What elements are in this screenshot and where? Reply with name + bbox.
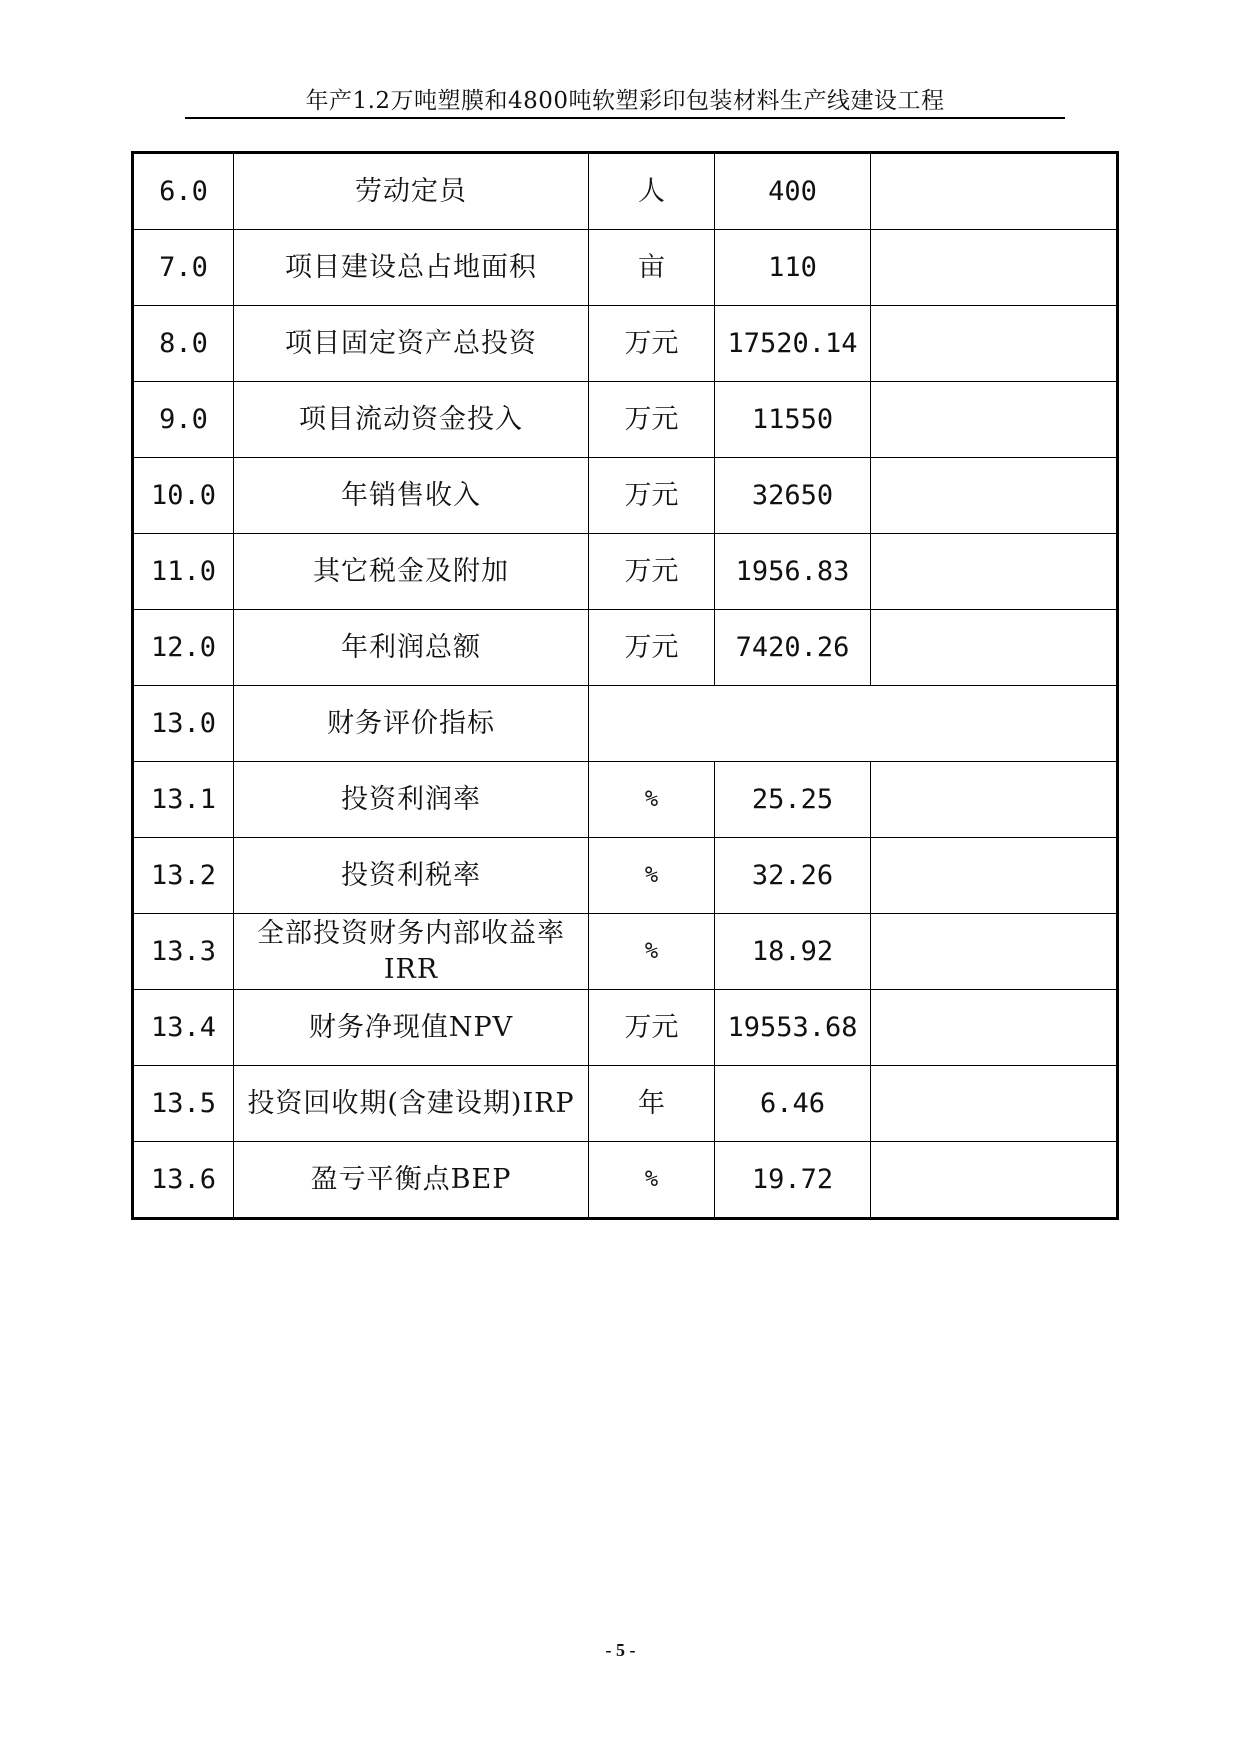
row-index: 13.5 [133, 1066, 234, 1142]
row-note [871, 990, 1118, 1066]
row-value: 110 [715, 230, 871, 306]
row-unit: 万元 [589, 990, 715, 1066]
row-merged-cell [589, 686, 1118, 762]
table-row [133, 1142, 1118, 1219]
page-number: - 5 - [605, 1640, 636, 1660]
row-index: 13.2 [133, 838, 234, 914]
row-note [871, 914, 1118, 990]
row-note [871, 306, 1118, 382]
row-unit: % [589, 914, 715, 990]
row-index: 9.0 [133, 382, 234, 458]
row-note [871, 458, 1118, 534]
row-note [871, 230, 1118, 306]
row-item: 投资利润率 [234, 762, 589, 838]
row-index: 10.0 [133, 458, 234, 534]
row-value: 6.46 [715, 1066, 871, 1142]
row-note [871, 382, 1118, 458]
row-index: 13.6 [133, 1142, 234, 1219]
row-value: 400 [715, 153, 871, 230]
row-note [871, 534, 1118, 610]
row-value: 19553.68 [715, 990, 871, 1066]
row-note [871, 153, 1118, 230]
row-note [871, 838, 1118, 914]
table-row [133, 153, 1118, 230]
row-item: 财务净现值NPV [234, 990, 589, 1066]
table-row [133, 610, 1118, 686]
row-note [871, 1142, 1118, 1219]
table-row [133, 762, 1118, 838]
row-unit: 亩 [589, 230, 715, 306]
row-value: 32.26 [715, 838, 871, 914]
row-index: 13.0 [133, 686, 234, 762]
row-index: 7.0 [133, 230, 234, 306]
row-unit: 年 [589, 1066, 715, 1142]
row-item: 劳动定员 [234, 153, 589, 230]
row-index: 13.3 [133, 914, 234, 990]
row-value: 17520.14 [715, 306, 871, 382]
row-value: 25.25 [715, 762, 871, 838]
running-header: 年产1.2万吨塑膜和4800吨软塑彩印包装材料生产线建设工程 [305, 88, 945, 114]
row-unit: % [589, 838, 715, 914]
row-item: 年销售收入 [234, 458, 589, 534]
row-index: 13.4 [133, 990, 234, 1066]
table-row [133, 306, 1118, 382]
row-unit: 万元 [589, 610, 715, 686]
table-row [133, 458, 1118, 534]
table-row [133, 914, 1118, 990]
row-item: 盈亏平衡点BEP [234, 1142, 589, 1219]
row-value: 1956.83 [715, 534, 871, 610]
row-index: 13.1 [133, 762, 234, 838]
row-unit: 万元 [589, 458, 715, 534]
row-unit: % [589, 1142, 715, 1219]
row-note [871, 610, 1118, 686]
row-index: 8.0 [133, 306, 234, 382]
row-value: 11550 [715, 382, 871, 458]
row-item: 财务评价指标 [234, 686, 589, 762]
row-unit: 万元 [589, 534, 715, 610]
row-unit: % [589, 762, 715, 838]
row-item: 全部投资财务内部收益率IRR [234, 914, 589, 990]
row-value: 19.72 [715, 1142, 871, 1219]
header-rule [185, 117, 1065, 119]
row-item: 其它税金及附加 [234, 534, 589, 610]
row-value: 18.92 [715, 914, 871, 990]
table-row-section [133, 686, 1118, 762]
table-row [133, 838, 1118, 914]
table-row [133, 230, 1118, 306]
table-row [133, 534, 1118, 610]
row-item: 项目建设总占地面积 [234, 230, 589, 306]
row-item: 项目流动资金投入 [234, 382, 589, 458]
row-unit: 人 [589, 153, 715, 230]
row-index: 12.0 [133, 610, 234, 686]
row-index: 6.0 [133, 153, 234, 230]
row-item: 投资利税率 [234, 838, 589, 914]
row-note [871, 762, 1118, 838]
row-value: 7420.26 [715, 610, 871, 686]
row-note [871, 1066, 1118, 1142]
row-value: 32650 [715, 458, 871, 534]
row-index: 11.0 [133, 534, 234, 610]
row-unit: 万元 [589, 382, 715, 458]
row-unit: 万元 [589, 306, 715, 382]
table-row [133, 382, 1118, 458]
row-item: 投资回收期(含建设期)IRP [234, 1066, 589, 1142]
table-row [133, 990, 1118, 1066]
indicator-table [131, 151, 1119, 1220]
table-row [133, 1066, 1118, 1142]
row-item: 项目固定资产总投资 [234, 306, 589, 382]
row-item: 年利润总额 [234, 610, 589, 686]
